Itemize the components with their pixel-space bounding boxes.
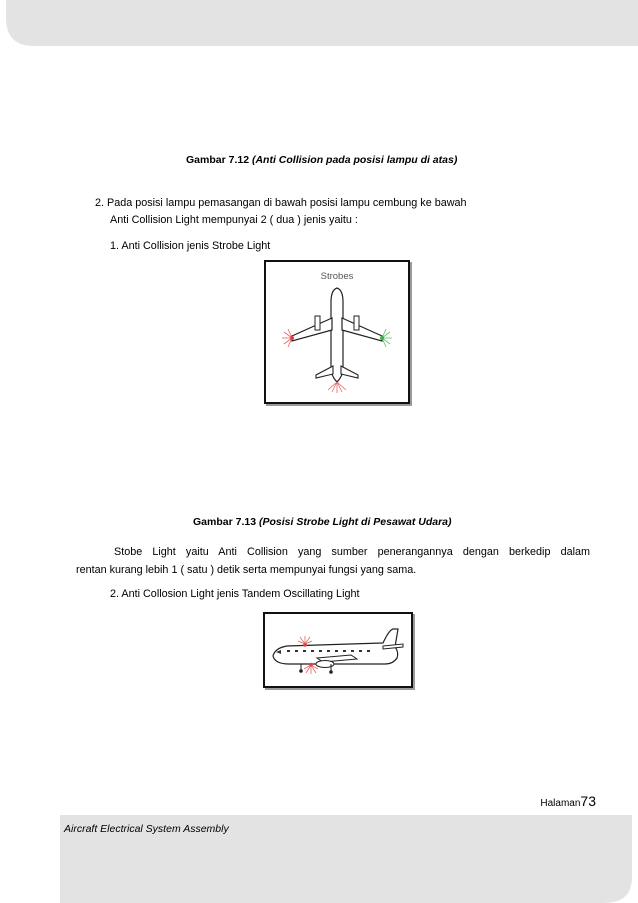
paragraph-line-2: rentan kurang lebih 1 ( satu ) detik serta mempunyai fungsi yang sama. bbox=[76, 564, 417, 576]
footer-text: Aircraft Electrical System Assembly bbox=[64, 823, 229, 835]
strobes-label: Strobes bbox=[320, 271, 354, 282]
strobe-light-paragraph bbox=[76, 543, 590, 579]
figure-7-12-caption bbox=[186, 154, 457, 166]
tandem-oscillating-figure bbox=[263, 612, 413, 688]
figure-7-12-title: (Anti Collision pada posisi lampu di atas) bbox=[251, 154, 458, 166]
top-view-aircraft-image bbox=[266, 262, 408, 402]
figure-7-13-title: (Posisi Strobe Light di Pesawat Udara) bbox=[258, 516, 452, 528]
sub-item-1: 1. Anti Collision jenis Strobe Light bbox=[110, 240, 271, 252]
page-number-value: 73 bbox=[580, 793, 596, 809]
side-view-aircraft-image bbox=[265, 614, 411, 686]
figure-7-12-label: Gambar 7.12 bbox=[186, 154, 250, 166]
page-number-prefix: Halaman bbox=[540, 798, 581, 809]
page-number bbox=[540, 793, 596, 809]
sub-item-2: 2. Anti Collosion Light jenis Tandem Oscillating Light bbox=[110, 588, 360, 600]
item-2-line-2: Anti Collision Light mempunyai 2 ( dua ) jenis yaitu : bbox=[110, 214, 358, 226]
strobes-figure bbox=[264, 260, 410, 404]
paragraph-line-1: Stobe Light yaitu Anti Collision yang sumber penerangannya dengan berkedip dalam bbox=[114, 546, 590, 558]
header-band bbox=[0, 0, 638, 58]
figure-7-13-caption bbox=[193, 516, 452, 528]
item-2-line-1: 2. Pada posisi lampu pemasangan di bawah posisi lampu cembung ke bawah bbox=[95, 197, 467, 209]
figure-7-13-label: Gambar 7.13 bbox=[193, 516, 257, 528]
